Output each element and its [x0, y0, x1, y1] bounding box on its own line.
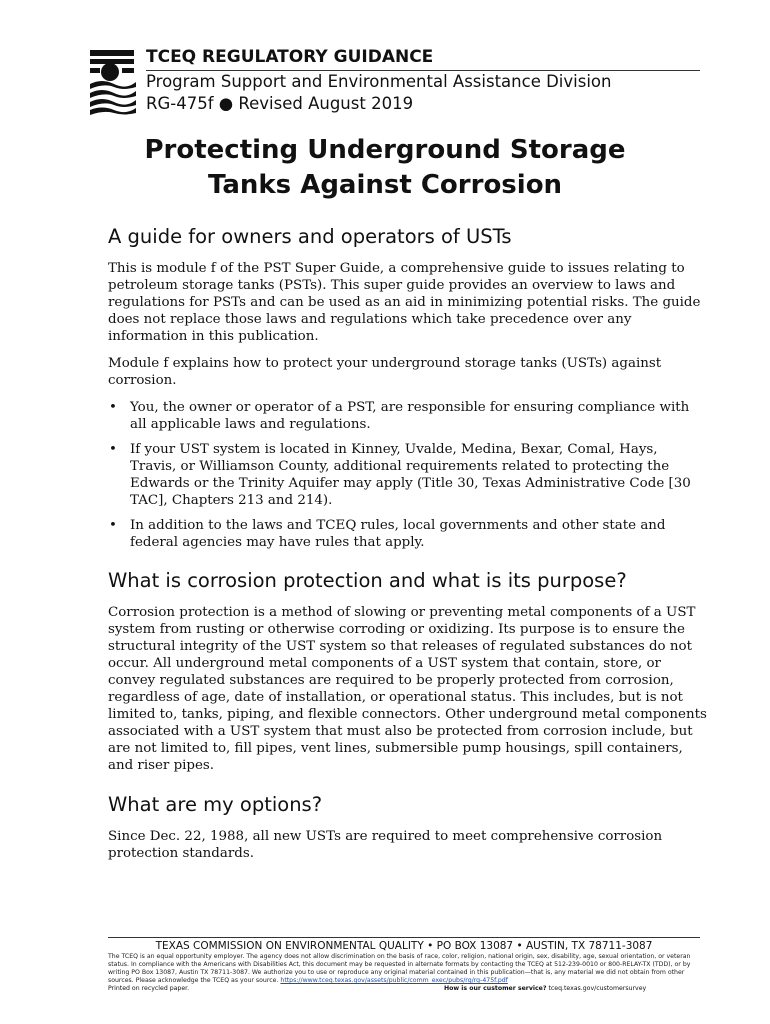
title-line-2: Tanks Against Corrosion [207, 170, 563, 200]
recycled-note: Printed on recycled paper. [108, 985, 190, 992]
footer-disclaimer [108, 953, 700, 985]
paragraph: Since Dec. 22, 1988, all new USTs are required to meet comprehensive corrosion protection standards. [108, 829, 663, 861]
section-heading: A guide for owners and operators of USTs [108, 225, 512, 248]
paragraph: Module f explains how to protect your underground storage tanks (USTs) against corrosion. [108, 356, 662, 388]
section-corrosion-protection [108, 568, 708, 784]
section-heading: What are my options? [108, 793, 323, 816]
division-name: Program Support and Environmental Assistance Division [146, 72, 612, 91]
tceq-logo-icon [88, 46, 138, 116]
survey-link[interactable]: tceq.texas.gov/customersurvey [548, 985, 647, 992]
main-content [108, 224, 708, 861]
disclaimer-text: The TCEQ is an equal opportunity employer. The agency does not allow discrimination on the basis of race, color, religion, national origin, sex, disability, age, sexual orientation, or veteran status. In compliance with the Americans with Disabilities Act, this document may be requested in alternate formats by contacting the TCEQ at 512-239-0010 or 800-RELAY-TX (TDD), or by writing PO Box 13087, Austin TX 78711-3087. We authorize you to use or reproduce any original material contained in this publication—that is, any material we did not obtain from other sources. Please acknowledge the TCEQ as your source. [108, 953, 691, 984]
section-heading: What is corrosion protection and what is its purpose? [108, 569, 627, 592]
title-line-1: Protecting Underground Storage [144, 135, 626, 165]
list-item: • If your UST system is located in Kinney, Uvalde, Medina, Bexar, Comal, Hays, Travis, or Williamson County, additional requirements related to protecting the Edwards or the Trinity Aquifer may apply (Title 30, Texas Administrative Code [30 TAC], Chapters 213 and 214). [108, 441, 708, 509]
service-question: How is our customer service? [444, 985, 547, 992]
page-title [60, 133, 710, 203]
list-item: • You, the owner or operator of a PST, are responsible for ensuring compliance with all applicable laws and regulations. [108, 399, 708, 433]
paragraph: This is module f of the PST Super Guide, a comprehensive guide to issues relating to petroleum storage tanks (PSTs). This super guide provides an overview to laws and regulations for PSTs and can be used as an aid in minimizing potential risks. The guide does not replace those laws and regulations which take precedence over any information in this publication. [108, 261, 701, 344]
list-item: • In addition to the laws and TCEQ rules, local governments and other state and federal agencies may have rules that apply. [108, 517, 708, 551]
agency-address: TEXAS COMMISSION ON ENVIRONMENTAL QUALITY • PO BOX 13087 • AUSTIN, TX 78711-3087 [155, 940, 653, 952]
publication-link[interactable]: https://www.tceq.texas.gov/assets/public/comm_exec/pubs/rg/rg-475f.pdf [280, 977, 508, 984]
footer-bottom-line [108, 985, 700, 993]
bullet-list [108, 399, 708, 551]
guidance-label: TCEQ REGULATORY GUIDANCE [146, 46, 700, 71]
document-number: RG-475f ● Revised August 2019 [146, 94, 414, 113]
section-options [108, 792, 708, 872]
page-footer [108, 937, 700, 993]
section-guide [108, 224, 708, 551]
paragraph: Corrosion protection is a method of slowing or preventing metal components of a UST system from rusting or otherwise corroding or oxidizing. Its purpose is to ensure the structural integrity of the UST system so that releases of regulated substances do not occur. All underground metal components of a UST system that contain, store, or convey regulated substances are required to be properly protected from corrosion, regardless of age, date of installation, or operational status. This includes, but is not limited to, tanks, piping, and flexible connectors. Other underground metal components associated with a UST system that must also be protected from corrosion include, but are not limited to, fill pipes, vent lines, submersible pump housings, spill containers, and riser pipes. [108, 605, 707, 773]
customer-service [444, 985, 646, 993]
